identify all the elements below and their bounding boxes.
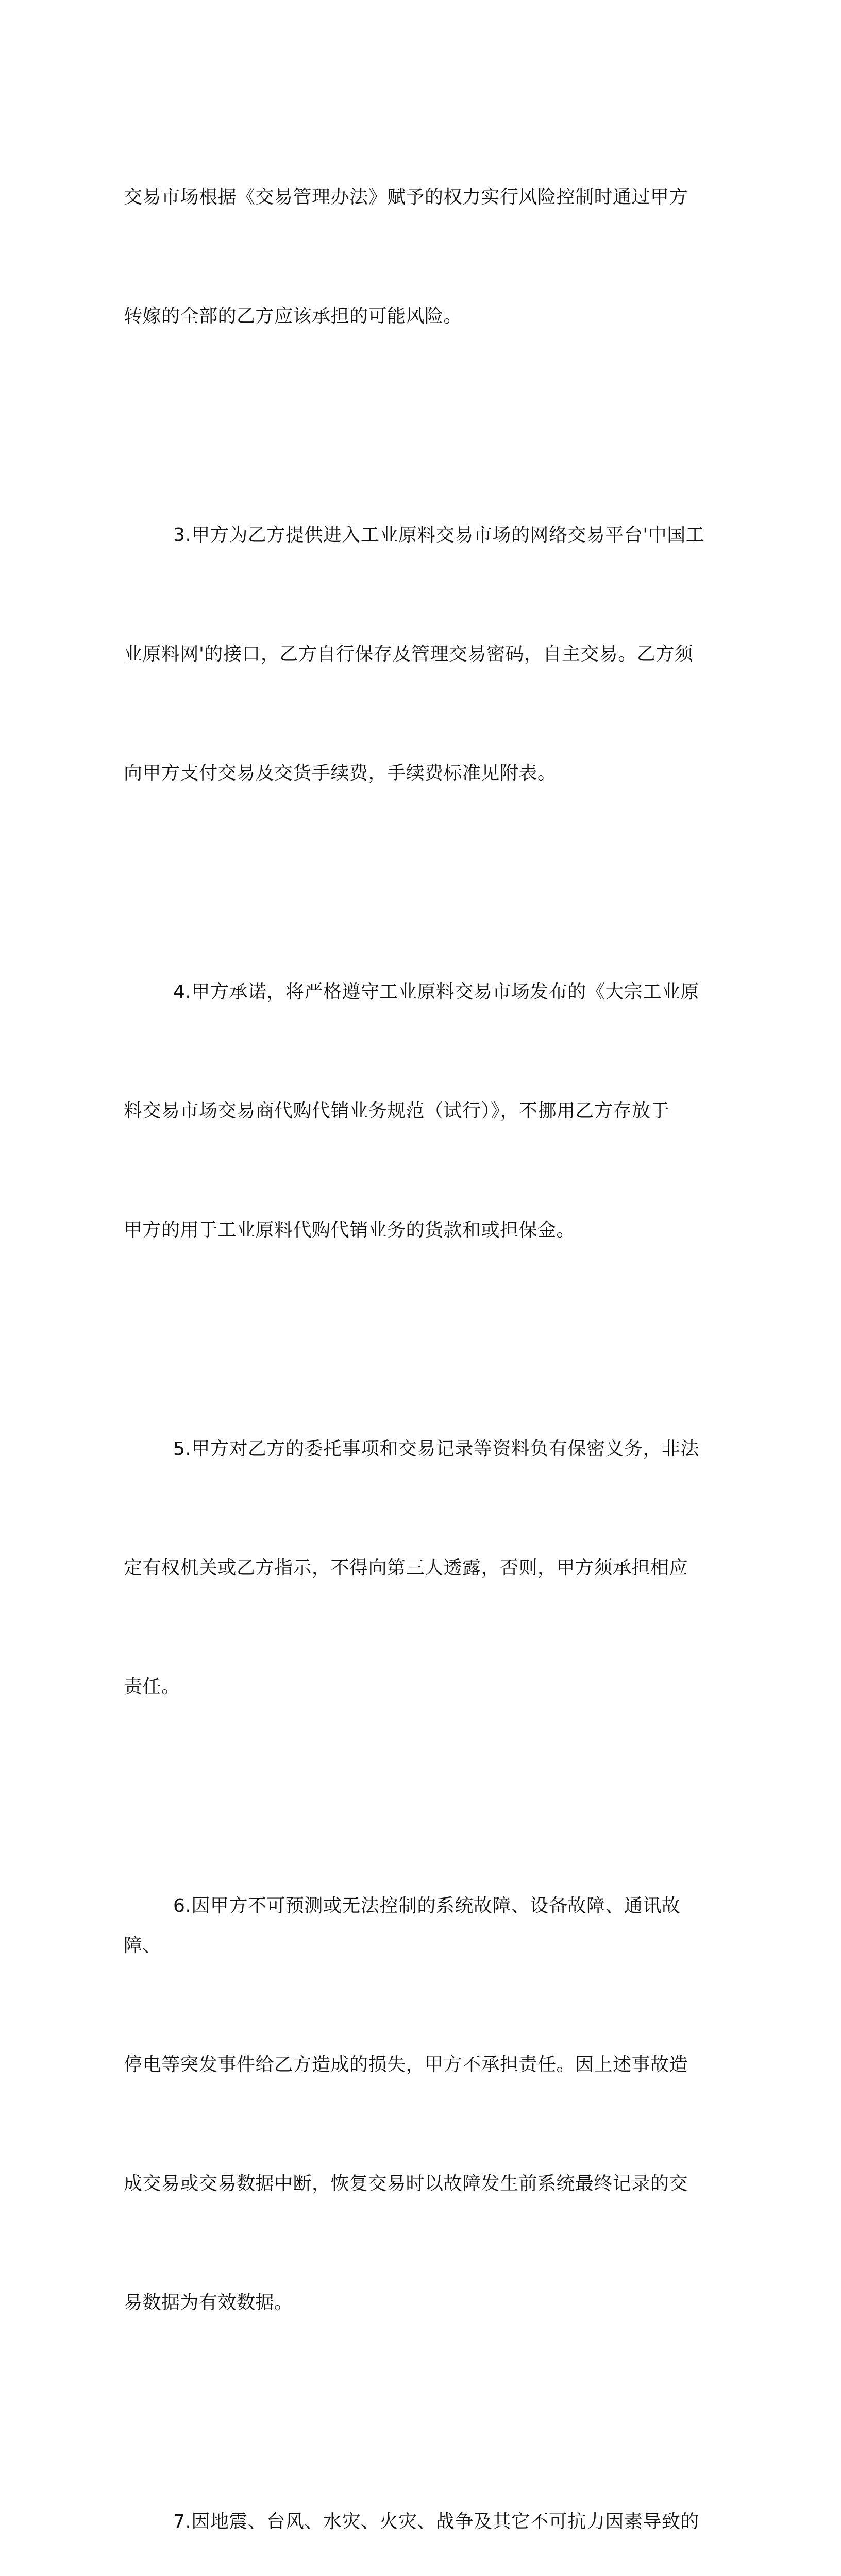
paragraph-line: 停电等突发事件给乙方造成的损失，甲方不承担责任。因上述事故造 <box>124 2054 688 2075</box>
paragraph-clause-4 <box>124 893 716 1329</box>
paragraph-line: 5.甲方对乙方的委托事项和交易记录等资料负有保密义务，非法 <box>173 1438 699 1460</box>
paragraph-line: 定有权机关或乙方指示，不得向第三人透露，否则，甲方须承担相应 <box>124 1557 688 1579</box>
paragraph-line: 交易市场根据《交易管理办法》赋予的权力实行风险控制时通过甲方 <box>124 187 688 208</box>
paragraph-line: 甲方的用于工业原料代购代销业务的货款和或担保金。 <box>124 1219 576 1241</box>
paragraph-line: 向甲方支付交易及交货手续费，手续费标准见附表。 <box>124 762 557 784</box>
paragraph-1 <box>124 98 716 415</box>
paragraph-line: 料交易市场交易商代购代销业务规范（试行）》，不挪用乙方存放于 <box>124 1100 670 1122</box>
paragraph-clause-5 <box>124 1350 716 1786</box>
paragraph-clause-7 <box>124 2422 716 2576</box>
paragraph-line: 7.因地震、台风、水灾、火灾、战争及其它不可抗力因素导致的 <box>173 2511 699 2532</box>
paragraph-line: 4.甲方承诺，将严格遵守工业原料交易市场发布的《大宗工业原 <box>173 981 699 1003</box>
paragraph-clause-3 <box>124 436 716 872</box>
document-page <box>124 98 716 2576</box>
paragraph-line: 3.甲方为乙方提供进入工业原料交易市场的网络交易平台'中国工 <box>173 524 705 546</box>
paragraph-line: 成交易或交易数据中断，恢复交易时以故障发生前系统最终记录的交 <box>124 2173 688 2194</box>
paragraph-line: 业原料网'的接口，乙方自行保存及管理交易密码，自主交易。乙方须 <box>124 643 694 665</box>
paragraph-line: 6.因甲方不可预测或无法控制的系统故障、设备故障、通讯故障、 <box>124 1895 681 1956</box>
paragraph-line: 转嫁的全部的乙方应该承担的可能风险。 <box>124 306 463 327</box>
paragraph-line: 易数据为有效数据。 <box>124 2292 293 2313</box>
paragraph-clause-6 <box>124 1807 716 2402</box>
paragraph-line: 责任。 <box>124 1676 180 1698</box>
